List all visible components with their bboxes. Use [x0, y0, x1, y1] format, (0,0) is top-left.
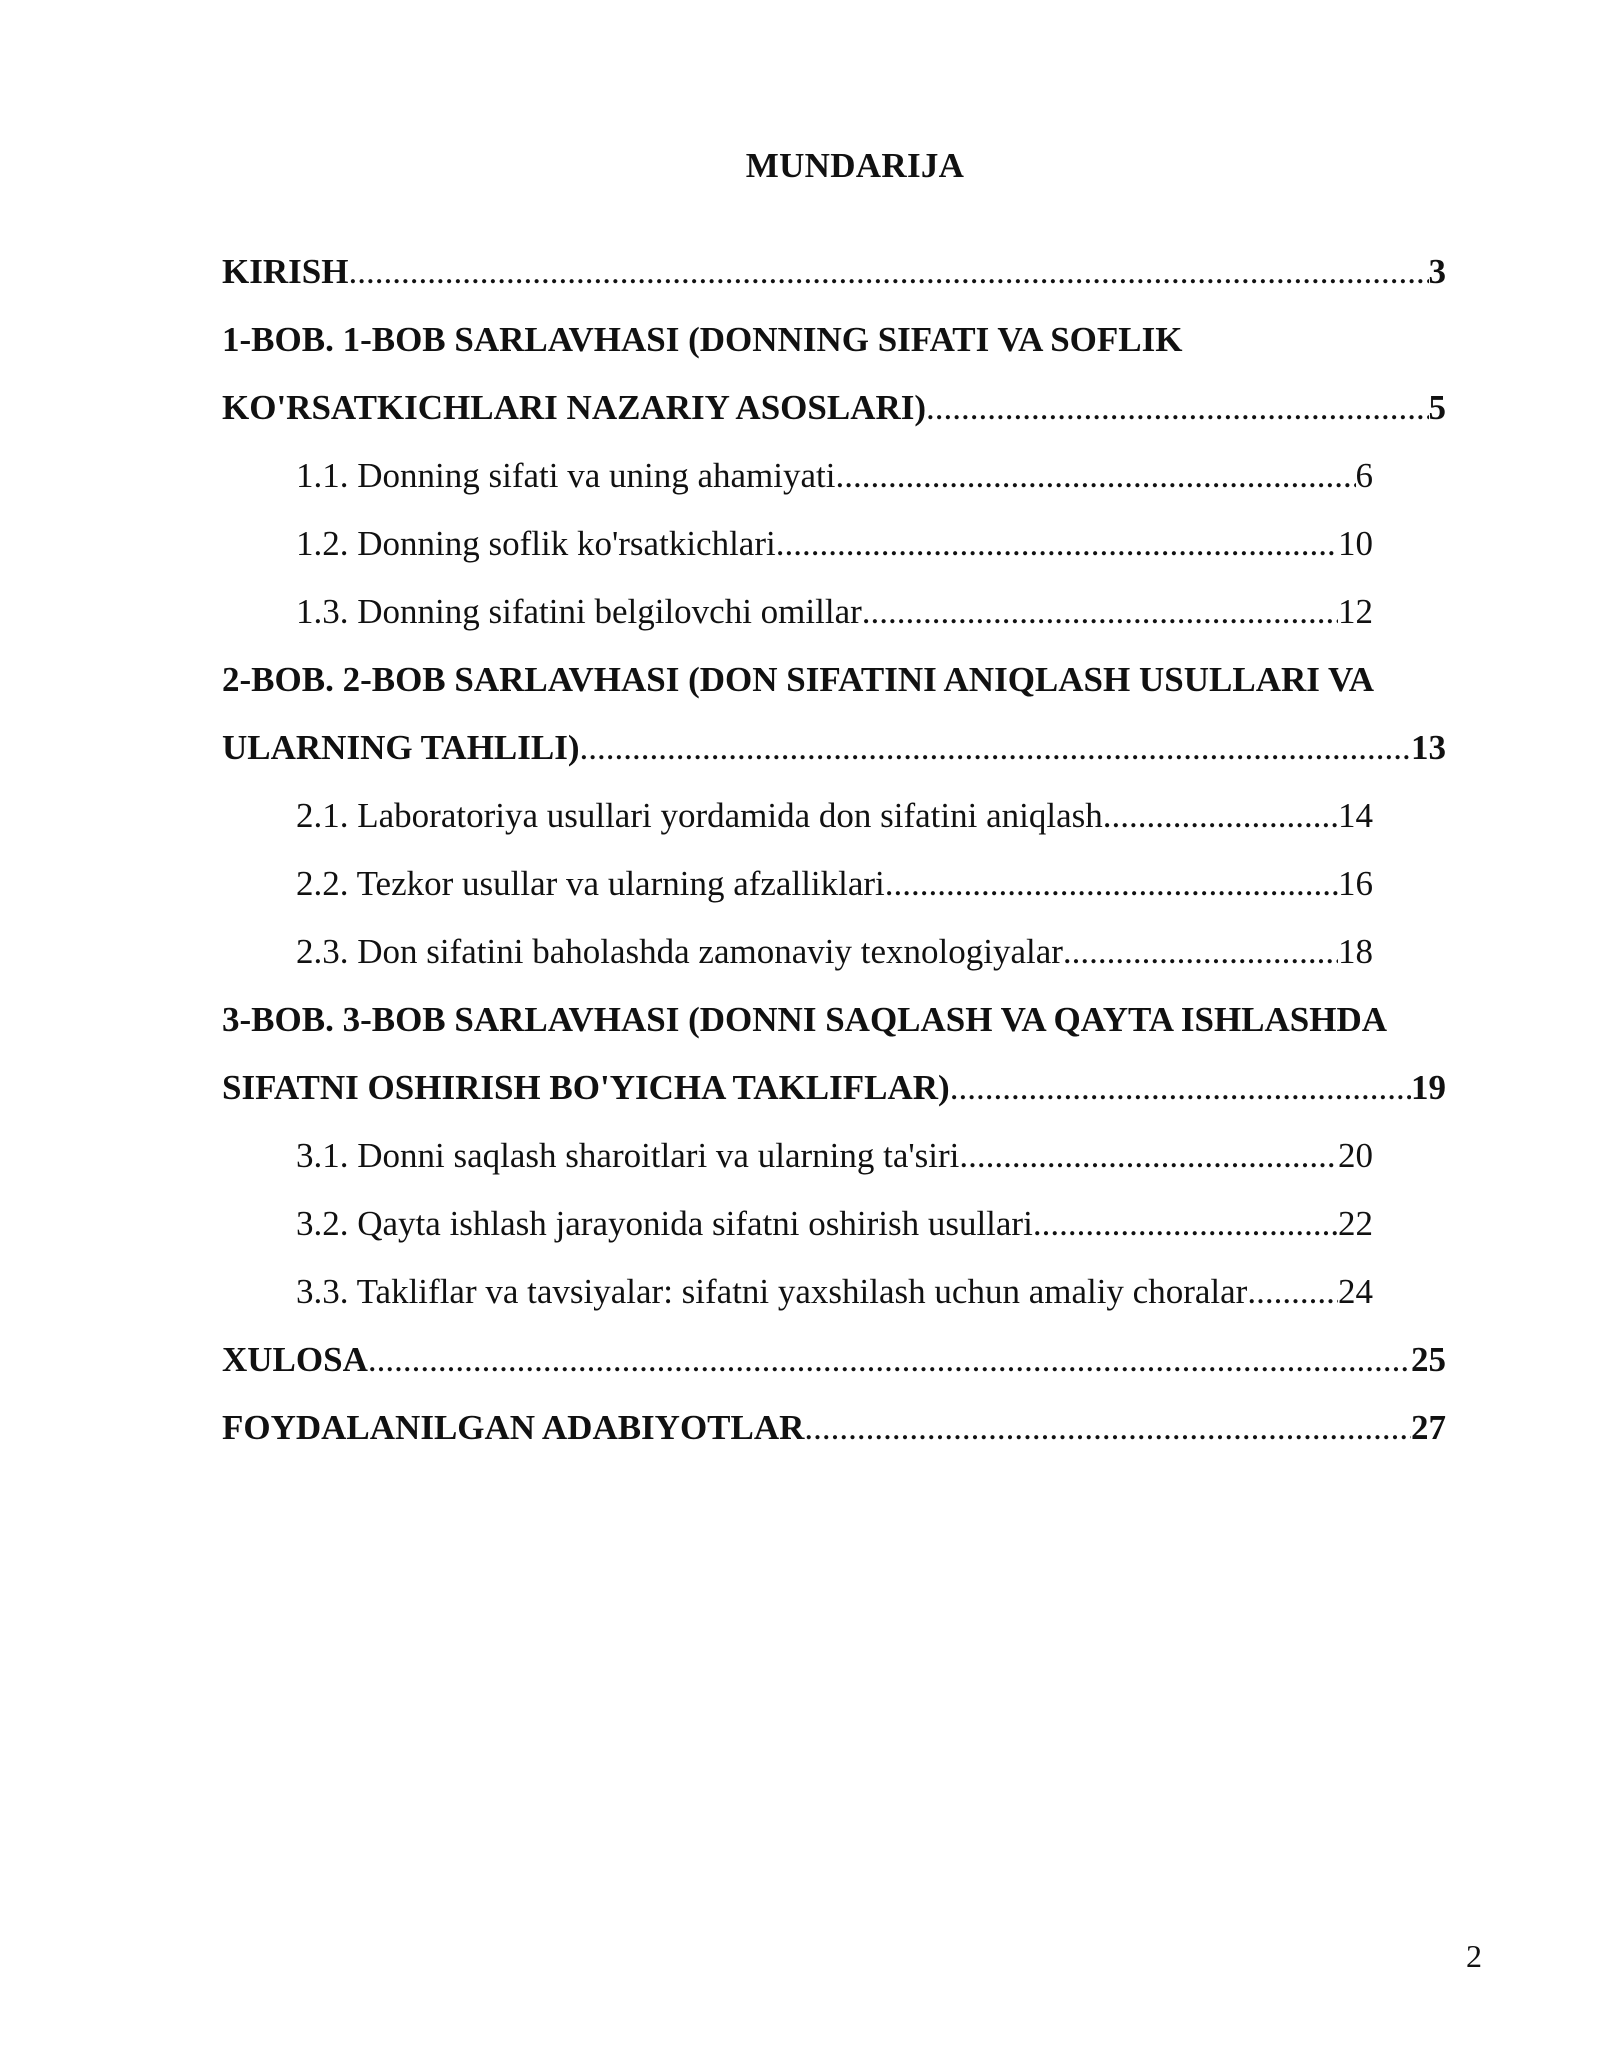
- toc-entry-title: SIFATNI OSHIRISH BO'YICHA TAKLIFLAR): [222, 1068, 950, 1107]
- toc-leader-dots: [950, 1054, 1411, 1122]
- toc-entry-title: KO'RSATKICHLARI NAZARIY ASOSLARI): [222, 388, 927, 427]
- toc-entry-title: 2-BOB. 2-BOB SARLAVHASI (DON SIFATINI ANIQLASH USULLARI VA: [222, 660, 1375, 699]
- toc-entry-page: 19: [1411, 1068, 1446, 1107]
- toc-leader-dots: [959, 1122, 1338, 1190]
- toc-entry-title: 3.1. Donni saqlash sharoitlari va ularning ta'siri: [296, 1136, 960, 1175]
- toc-leader-dots: [1247, 1258, 1338, 1326]
- toc-entry-line: [222, 646, 1446, 714]
- toc-entry-page: 18: [1338, 932, 1373, 971]
- toc-entry-title: 1.1. Donning sifati va uning ahamiyati: [296, 456, 836, 495]
- toc-entry-line: [296, 510, 1373, 578]
- toc-entry-line: [296, 782, 1373, 850]
- toc-entry-page: 14: [1338, 796, 1373, 835]
- toc-entry-title: 3.3. Takliflar va tavsiyalar: sifatni yaxshilash uchun amaliy choralar: [296, 1272, 1248, 1311]
- toc-entry-line: [222, 714, 1446, 782]
- toc-entry-title: KIRISH: [222, 252, 349, 291]
- toc-entry-line: [222, 1394, 1446, 1462]
- page-number: 2: [1466, 1938, 1482, 1974]
- table-of-contents: [222, 238, 1446, 1462]
- toc-entry-line: [222, 374, 1446, 442]
- toc-leader-dots: [862, 578, 1338, 646]
- toc-entry-page: 3: [1428, 252, 1446, 291]
- toc-section-entry[interactable]: [296, 1258, 1373, 1326]
- toc-entry-page: 5: [1428, 388, 1446, 427]
- toc-title: MUNDARIJA: [745, 146, 965, 185]
- toc-entry-page: 16: [1338, 864, 1373, 903]
- toc-entry-line: [296, 578, 1373, 646]
- toc-entry-line: [222, 306, 1446, 374]
- toc-entry-line: [296, 850, 1373, 918]
- toc-section-entry[interactable]: [296, 578, 1373, 646]
- toc-entry-line: [296, 1190, 1373, 1258]
- toc-section-entry[interactable]: [296, 782, 1373, 850]
- toc-section-entry[interactable]: [296, 510, 1373, 578]
- toc-leader-dots: [885, 850, 1338, 918]
- toc-entry-line: [222, 986, 1446, 1054]
- toc-leader-dots: [580, 714, 1411, 782]
- toc-entry-title: FOYDALANILGAN ADABIYOTLAR: [222, 1408, 805, 1447]
- toc-entry-page: 6: [1355, 456, 1373, 495]
- toc-entry-line: [296, 918, 1373, 986]
- toc-chapter-entry[interactable]: [222, 1326, 1446, 1394]
- toc-entry-title: 1.2. Donning soflik ko'rsatkichlari: [296, 524, 776, 563]
- toc-leader-dots: [348, 238, 1428, 306]
- toc-entry-title: ULARNING TAHLILI): [222, 728, 580, 767]
- toc-entry-title: 2.1. Laboratoriya usullari yordamida don sifatini aniqlash: [296, 796, 1103, 835]
- toc-section-entry[interactable]: [296, 850, 1373, 918]
- toc-chapter-entry[interactable]: [222, 306, 1446, 442]
- toc-leader-dots: [926, 374, 1428, 442]
- toc-entry-title: 2.3. Don sifatini baholashda zamonaviy texnologiyalar: [296, 932, 1063, 971]
- toc-section-entry[interactable]: [296, 442, 1373, 510]
- toc-entry-line: [296, 1258, 1373, 1326]
- toc-entry-title: 2.2. Tezkor usullar va ularning afzalliklari: [296, 864, 885, 903]
- toc-entry-page: 12: [1338, 592, 1373, 631]
- toc-entry-page: 13: [1411, 728, 1446, 767]
- toc-entry-line: [222, 238, 1446, 306]
- toc-leader-dots: [804, 1394, 1411, 1462]
- toc-leader-dots: [1063, 918, 1338, 986]
- toc-chapter-entry[interactable]: [222, 238, 1446, 306]
- toc-entry-line: [222, 1054, 1446, 1122]
- toc-chapter-entry[interactable]: [222, 1394, 1446, 1462]
- toc-entry-line: [296, 1122, 1373, 1190]
- toc-chapter-entry[interactable]: [222, 986, 1446, 1122]
- toc-section-entry[interactable]: [296, 1122, 1373, 1190]
- toc-leader-dots: [368, 1326, 1411, 1394]
- toc-entry-title: 3.2. Qayta ishlash jarayonida sifatni oshirish usullari: [296, 1204, 1033, 1243]
- toc-leader-dots: [1033, 1190, 1338, 1258]
- toc-entry-page: 25: [1411, 1340, 1446, 1379]
- toc-entry-page: 24: [1338, 1272, 1373, 1311]
- toc-leader-dots: [836, 442, 1356, 510]
- toc-entry-line: [296, 442, 1373, 510]
- toc-entry-page: 22: [1338, 1204, 1373, 1243]
- toc-entry-title: 3-BOB. 3-BOB SARLAVHASI (DONNI SAQLASH VA QAYTA ISHLASHDA: [222, 1000, 1388, 1039]
- toc-entry-page: 10: [1338, 524, 1373, 563]
- toc-entry-title: XULOSA: [222, 1340, 368, 1379]
- toc-entry-title: 1-BOB. 1-BOB SARLAVHASI (DONNING SIFATI VA SOFLIK: [222, 320, 1183, 359]
- toc-leader-dots: [776, 510, 1338, 578]
- toc-section-entry[interactable]: [296, 918, 1373, 986]
- toc-leader-dots: [1103, 782, 1338, 850]
- toc-entry-page: 20: [1338, 1136, 1373, 1175]
- toc-entry-line: [222, 1326, 1446, 1394]
- toc-entry-title: 1.3. Donning sifatini belgilovchi omillar: [296, 592, 862, 631]
- toc-entry-page: 27: [1411, 1408, 1446, 1447]
- toc-chapter-entry[interactable]: [222, 646, 1446, 782]
- toc-section-entry[interactable]: [296, 1190, 1373, 1258]
